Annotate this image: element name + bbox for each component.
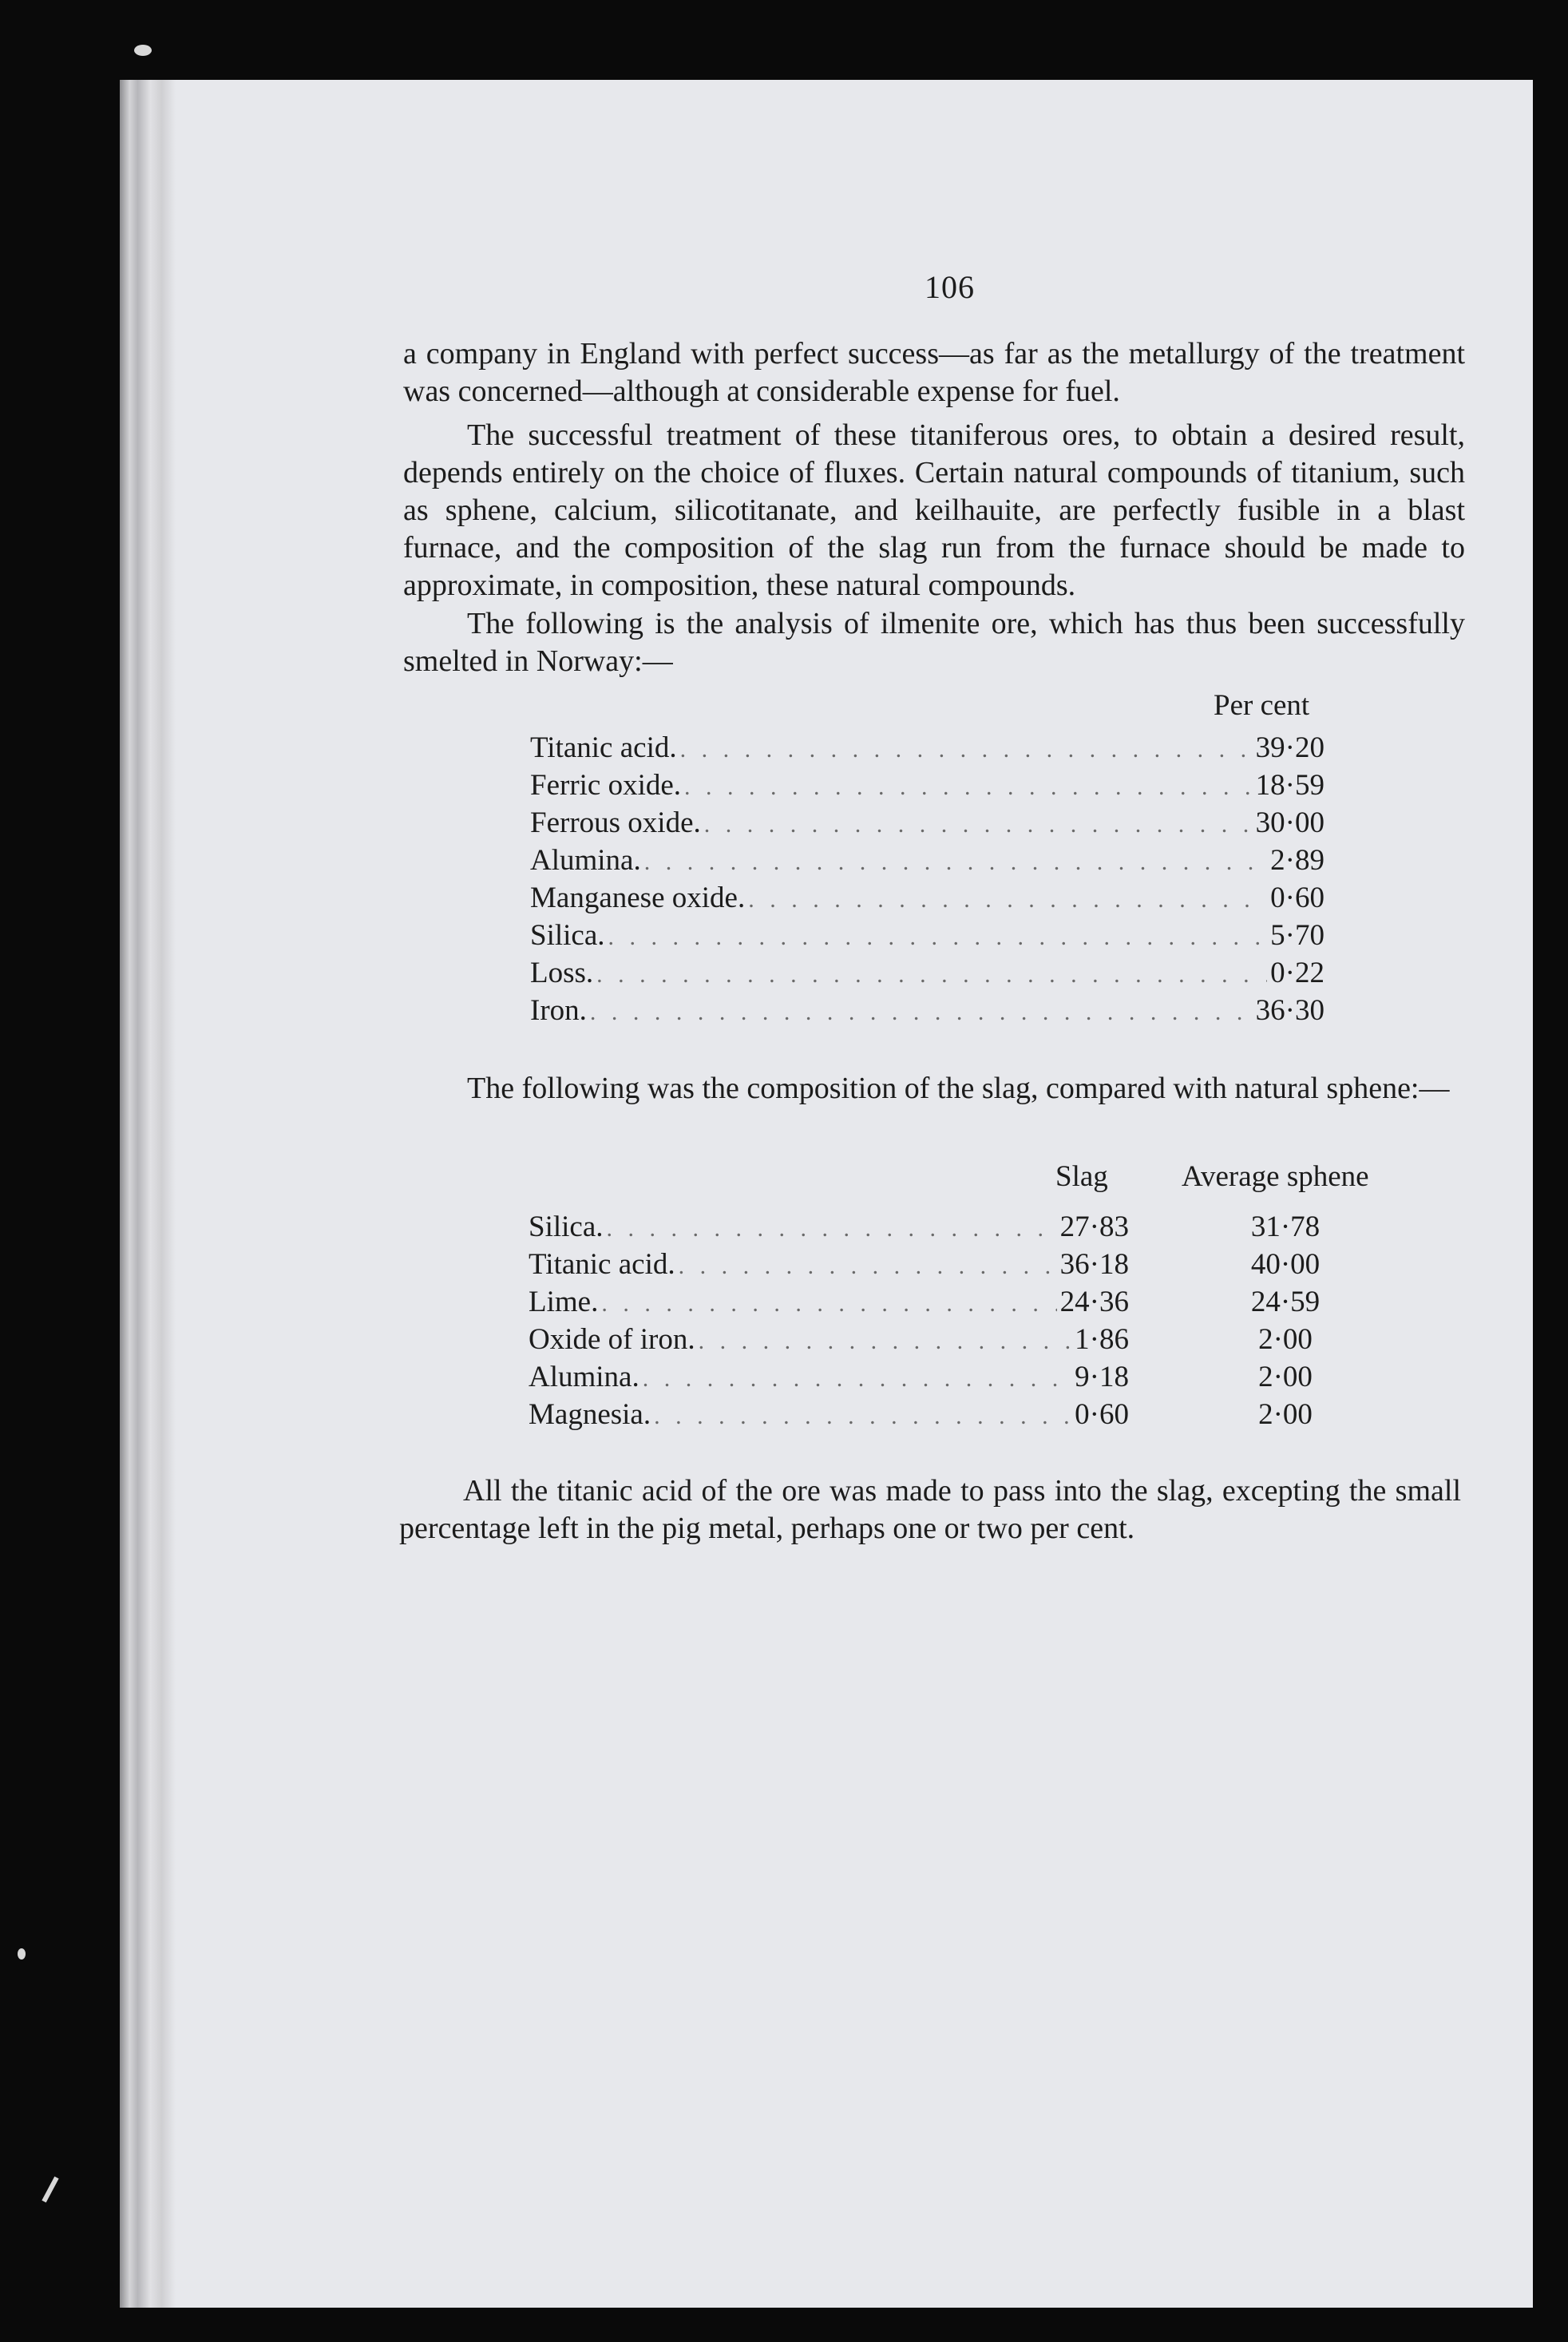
percent-value: 5·70 [1270,919,1324,952]
component-name: Magnesia. [529,1398,651,1431]
slag-value: 27·83 [1059,1211,1129,1243]
dot-leader [607,1211,1057,1246]
table-row [530,956,1324,991]
dot-leader [748,882,1267,917]
component-name: Manganese oxide. [530,882,746,914]
percent-value: 18·59 [1255,769,1324,802]
component-name: Iron. [530,994,587,1027]
component-name: Silica. [529,1211,604,1243]
component-name: Silica. [530,919,605,952]
component-name: Titanic acid. [529,1248,675,1281]
component-name: Alumina. [529,1361,639,1393]
slag-value: 24·36 [1059,1286,1129,1318]
dot-leader [704,807,1253,842]
table-row [530,881,1324,916]
table-row [530,918,1324,953]
sphene-value: 31·78 [1250,1211,1321,1243]
dot-leader [699,1324,1072,1359]
percent-value: 30·00 [1255,806,1324,839]
sphene-value: 2·00 [1258,1323,1313,1356]
component-name: Ferrous oxide. [530,806,701,839]
component-name: Ferric oxide. [530,769,682,802]
dot-leader [643,1361,1071,1397]
paragraph-conclusion: All the titanic acid of the ore was made to pass into the slag, excepting the small percentage left in the pig metal, perhaps one or two per cent. [399,1474,1461,1545]
slag-table-header-average-sphene: Average sphene [1182,1160,1369,1193]
table-row [529,1397,1129,1433]
paragraph-continued: a company in England with perfect success—as far as the metallurgy of the treatment was concerned—although at considerable expense for fuel. [403,337,1465,408]
percent-value: 0·22 [1270,957,1324,989]
page-number: 106 [925,269,975,305]
dot-leader [680,732,1253,767]
sphene-value: 2·00 [1258,1361,1313,1393]
sphene-value: 24·59 [1250,1286,1321,1318]
percent-value: 2·89 [1270,844,1324,877]
component-name: Loss. [530,957,594,989]
page-binding-edge [120,80,176,2308]
component-name: Titanic acid. [530,731,677,764]
sphene-value: 2·00 [1258,1398,1313,1431]
dot-leader [608,920,1268,955]
slag-value: 9·18 [1075,1361,1129,1393]
table-row [529,1322,1129,1357]
table-row [530,806,1324,841]
slag-value: 36·18 [1059,1248,1129,1281]
table-row [530,993,1324,1028]
paragraph-fluxes: The successful treatment of these titaniferous ores, to obtain a desired result, depends entirely on the choice of fluxes. Certain natural compounds of titanium, such as sphene, calcium, silicotitanate, and keilhauite, are perfectly fusible in a blast furnace, and the composition of the slag run from the furnace should be made to approximate, in composition, these natural compounds. [403,418,1465,602]
table-row [529,1210,1129,1245]
table-row [529,1285,1129,1320]
slag-table-header-slag: Slag [1055,1160,1108,1193]
paragraph-slag-intro: The following was the composition of the slag, compared with natural sphene:— [467,1072,1450,1105]
slag-value: 1·86 [1075,1323,1129,1356]
component-name: Oxide of iron. [529,1323,695,1356]
table-row [530,768,1324,803]
percent-value: 39·20 [1255,731,1324,764]
table-row [530,731,1324,766]
scan-speck [134,45,152,56]
dot-leader [596,957,1267,993]
percent-value: 0·60 [1270,882,1324,914]
dot-leader [654,1399,1071,1434]
paragraph-ilmenite-intro: The following is the analysis of ilmenite ore, which has thus been successfully smelted in Norway:— [403,607,1465,678]
component-name: Lime. [529,1286,599,1318]
table-row [530,843,1324,878]
percent-value: 36·30 [1255,994,1324,1027]
dot-leader [590,995,1253,1030]
slag-value: 0·60 [1075,1398,1129,1431]
sphene-value: 40·00 [1250,1248,1321,1281]
scan-speck [18,1948,26,1960]
dot-leader [644,845,1267,880]
table-row [529,1247,1129,1282]
ore-table-header-per-cent: Per cent [1214,689,1310,722]
table-row [529,1360,1129,1395]
component-name: Alumina. [530,844,641,877]
dot-leader [601,1286,1056,1322]
dot-leader [679,1249,1057,1284]
dot-leader [684,770,1253,805]
scan-speck [42,2177,58,2203]
